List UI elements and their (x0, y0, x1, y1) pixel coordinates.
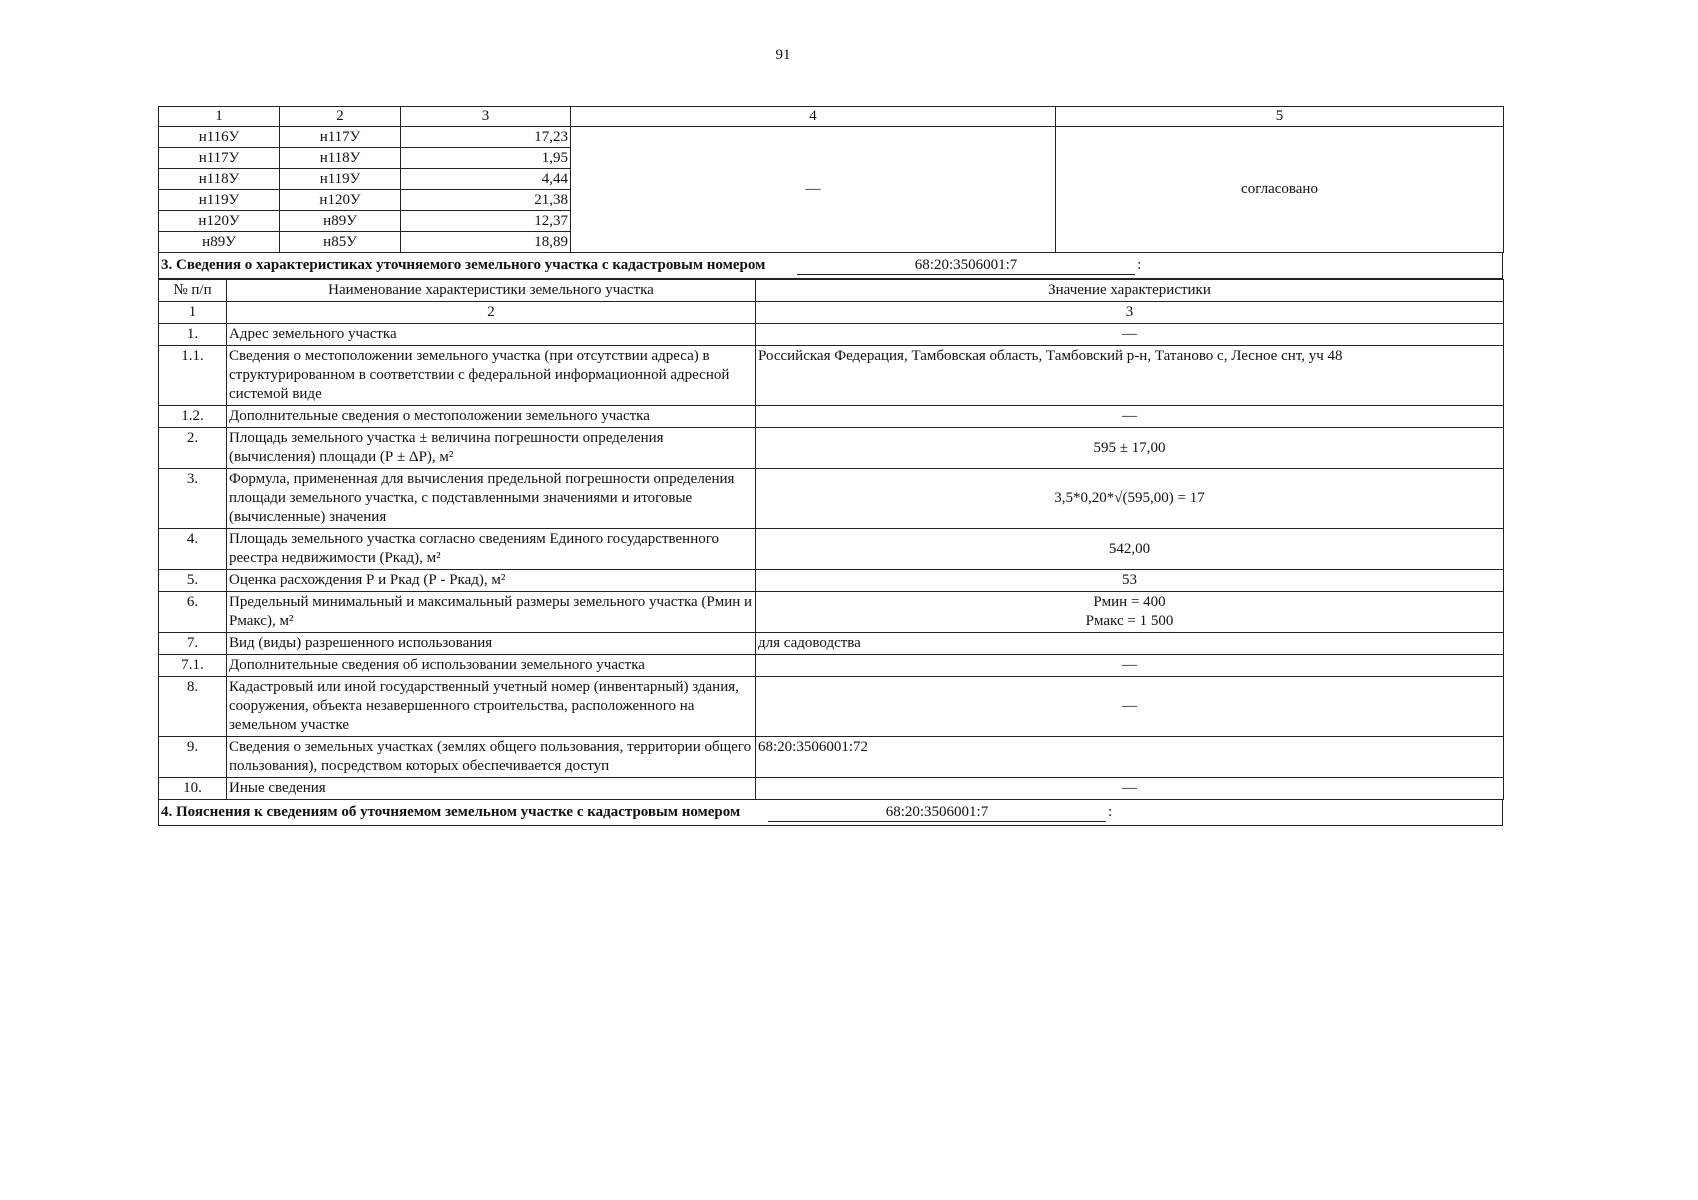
row-value: — (756, 655, 1504, 677)
row-number: 8. (159, 677, 227, 737)
segments-table (158, 106, 1504, 253)
row-name: Площадь земельного участка согласно сведениям Единого государственного реестра недвижимости (Ркад), м² (227, 529, 756, 570)
row-number: 1.2. (159, 406, 227, 428)
characteristic-row (159, 737, 1504, 778)
row-name: Иные сведения (227, 778, 756, 800)
characteristic-row (159, 655, 1504, 677)
section3-heading-table (158, 253, 1503, 279)
header-name: Наименование характеристики земельного участка (227, 280, 756, 302)
row-value: 53 (756, 570, 1504, 592)
segment-to: н118У (280, 148, 401, 169)
characteristic-row (159, 529, 1504, 570)
segment-from: н119У (159, 190, 280, 211)
area-max-value: Рмакс = 1 500 (1085, 613, 1174, 629)
row-value: — (756, 677, 1504, 737)
row-value: 3,5*0,20*√(595,00) = 17 (756, 469, 1504, 529)
row-name: Дополнительные сведения о местоположении земельного участка (227, 406, 756, 428)
section3-title: 3. Сведения о характеристиках уточняемого земельного участка с кадастровым номером (161, 257, 766, 273)
section4-heading-table (158, 800, 1503, 826)
characteristic-row (159, 778, 1504, 800)
segment-from: н118У (159, 169, 280, 190)
row-number: 10. (159, 778, 227, 800)
characteristic-row (159, 633, 1504, 655)
segment-length: 4,44 (401, 169, 571, 190)
segments-header-4: 4 (571, 107, 1056, 127)
row-value: 68:20:3506001:72 (756, 737, 1504, 778)
section4-title: 4. Пояснения к сведениям об уточняемом земельном участке с кадастровым номером (161, 804, 741, 820)
index-1: 1 (159, 302, 227, 324)
row-name: Сведения о местоположении земельного участка (при отсутствии адреса) в структурированном в соответствии с федеральной информационной адресной системой виде (227, 346, 756, 406)
row-number: 1. (159, 324, 227, 346)
segment-from: н120У (159, 211, 280, 232)
segment-to: н119У (280, 169, 401, 190)
segment-length: 18,89 (401, 232, 571, 253)
segments-header-5: 5 (1056, 107, 1504, 127)
row-value (756, 592, 1504, 633)
characteristic-row (159, 428, 1504, 469)
row-number: 4. (159, 529, 227, 570)
characteristic-row (159, 677, 1504, 737)
segments-col4-value: — (571, 127, 1056, 253)
section3-heading (159, 253, 1503, 279)
segment-from: н117У (159, 148, 280, 169)
section4-heading-row (159, 800, 1503, 826)
document (158, 106, 1503, 826)
segment-row (159, 127, 1504, 148)
section4-heading (159, 800, 1503, 826)
section4-colon: : (1107, 804, 1113, 820)
section3-colon: : (1137, 257, 1142, 273)
row-name: Адрес земельного участка (227, 324, 756, 346)
section3-heading-row (159, 253, 1503, 279)
row-name: Оценка расхождения Р и Ркад (Р - Ркад), м² (227, 570, 756, 592)
row-number: 7.1. (159, 655, 227, 677)
segment-length: 21,38 (401, 190, 571, 211)
row-number: 7. (159, 633, 227, 655)
page-number: 91 (775, 47, 791, 63)
segment-to: н85У (280, 232, 401, 253)
segment-length: 1,95 (401, 148, 571, 169)
segment-from: н116У (159, 127, 280, 148)
segment-length: 12,37 (401, 211, 571, 232)
characteristic-row (159, 346, 1504, 406)
segments-header-3: 3 (401, 107, 571, 127)
row-value: Российская Федерация, Тамбовская область, Тамбовский р-н, Татаново с, Лесное снт, уч 48 (756, 346, 1504, 406)
characteristic-row (159, 469, 1504, 529)
row-value: — (756, 324, 1504, 346)
characteristics-index-row (159, 302, 1504, 324)
characteristic-row (159, 592, 1504, 633)
segment-length: 17,23 (401, 127, 571, 148)
header-number: № п/п (159, 280, 227, 302)
row-value: — (756, 406, 1504, 428)
row-number: 2. (159, 428, 227, 469)
segments-header-row (159, 107, 1504, 127)
section4-cadastral-number: 68:20:3506001:7 (768, 803, 1106, 822)
row-name: Вид (виды) разрешенного использования (227, 633, 756, 655)
section3-cadastral-number: 68:20:3506001:7 (797, 256, 1135, 275)
row-name: Формула, примененная для вычисления предельной погрешности определения площади земельного участка, с подставленными значениями и итоговые (вычисленные) значения (227, 469, 756, 529)
segment-to: н89У (280, 211, 401, 232)
segment-to: н117У (280, 127, 401, 148)
characteristics-table (158, 279, 1504, 800)
segment-from: н89У (159, 232, 280, 253)
row-name: Кадастровый или иной государственный учетный номер (инвентарный) здания, сооружения, объекта незавершенного строительства, расположенного на земельном участке (227, 677, 756, 737)
row-value: — (756, 778, 1504, 800)
segments-header-1: 1 (159, 107, 280, 127)
segments-status-value: согласовано (1056, 127, 1504, 253)
row-number: 9. (159, 737, 227, 778)
index-3: 3 (756, 302, 1504, 324)
row-name: Дополнительные сведения об использовании земельного участка (227, 655, 756, 677)
row-name: Сведения о земельных участках (землях общего пользования, территории общего пользования), посредством которых обеспечивается доступ (227, 737, 756, 778)
index-2: 2 (227, 302, 756, 324)
row-number: 6. (159, 592, 227, 633)
row-name: Площадь земельного участка ± величина погрешности определения (вычисления) площади (Р ± ΔР), м² (227, 428, 756, 469)
characteristic-row (159, 406, 1504, 428)
row-number: 1.1. (159, 346, 227, 406)
characteristics-header-row (159, 280, 1504, 302)
row-value: 595 ± 17,00 (756, 428, 1504, 469)
segment-to: н120У (280, 190, 401, 211)
header-value: Значение характеристики (756, 280, 1504, 302)
area-min-value: Рмин = 400 (1093, 594, 1166, 610)
row-number: 5. (159, 570, 227, 592)
row-number: 3. (159, 469, 227, 529)
segments-header-2: 2 (280, 107, 401, 127)
row-value: 542,00 (756, 529, 1504, 570)
characteristic-row (159, 570, 1504, 592)
row-value: для садоводства (756, 633, 1504, 655)
characteristic-row (159, 324, 1504, 346)
row-name: Предельный минимальный и максимальный размеры земельного участка (Рмин и Рмакс), м² (227, 592, 756, 633)
